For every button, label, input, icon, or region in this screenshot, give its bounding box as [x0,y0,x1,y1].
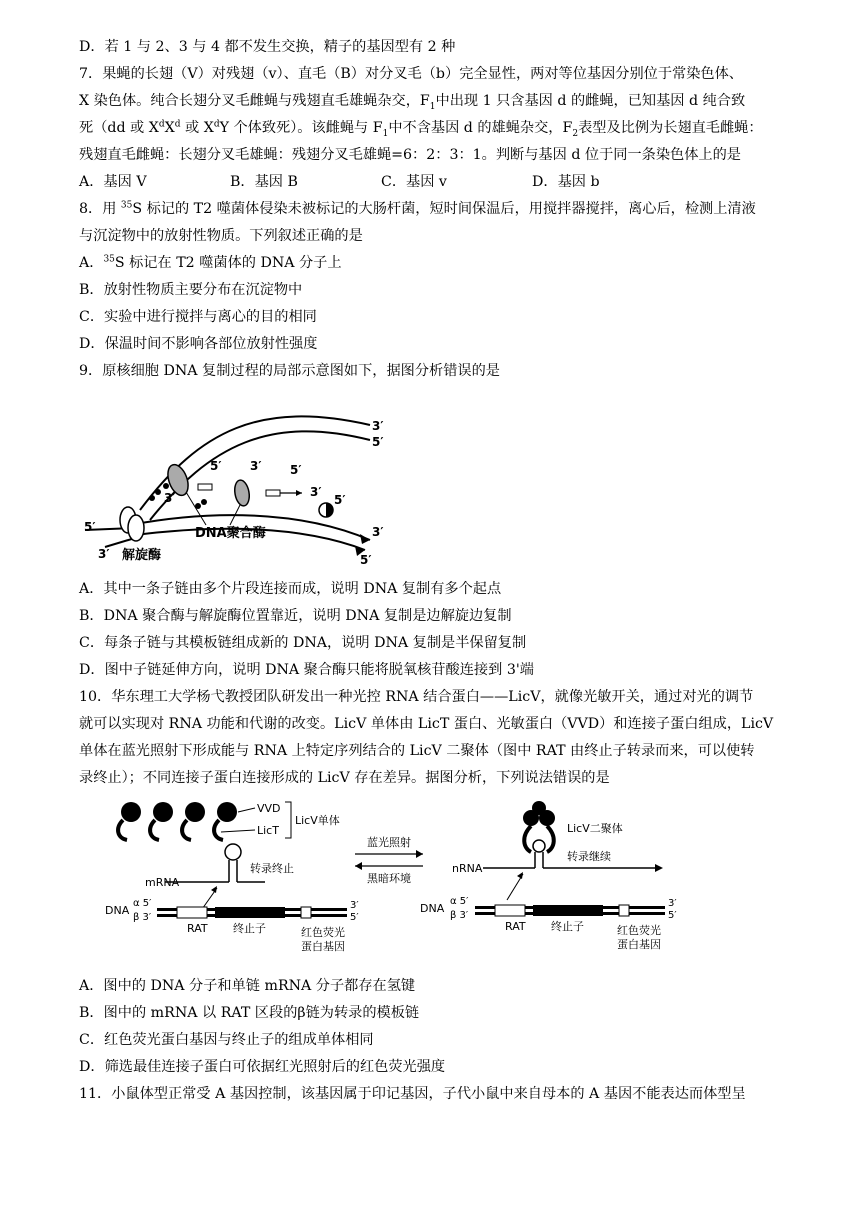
q10-option-d: D．筛选最佳连接子蛋白可依据红光照射后的红色荧光强度 [79,1059,446,1075]
label-beta-left: β 3′ [133,912,152,923]
label-3prime-inner1: 3′ [164,491,176,505]
polymerase-lower [233,479,251,507]
label-lict: LicT [257,824,279,837]
label-terminator-right: 终止子 [551,920,584,933]
label-5prime-top: 5′ [372,435,384,449]
q10-stem-line3: 单体在蓝光照射下形成能与 RNA 上特定序列结合的 LicV 二聚体（图中 RAT 由终止子转录而来，可以使转 [79,743,755,759]
helicase-shape-2 [128,515,144,541]
q8-stem-line2: 与沉淀物中的放射性物质。下列叙述正确的是 [79,228,363,244]
label-rat-left: RAT [187,922,208,935]
label-dna-left: DNA [105,904,130,917]
label-gene-right-1: 红色荧光 [617,924,661,937]
label-alpha-left: α 5′ [133,898,152,909]
q9-option-d: D．图中子链延伸方向，说明 DNA 聚合酶只能将脱氧核苷酸连接到 3'端 [79,662,534,678]
label-licv-monomer: LicV单体 [295,814,340,827]
q10-option-b: B．图中的 mRNA 以 RAT 区段的β链为转录的模板链 [79,1005,420,1021]
dna-replication-figure [80,390,400,565]
label-3prime-left: 3′ [98,547,110,561]
q7-option-c: C．基因 v [381,174,447,190]
q7-stem-line1: 7．果蝇的长翅（V）对残翅（v）、直毛（B）对分叉毛（b）完全显性，两对等位基因分别位于常染色体、 [79,66,743,82]
label-mrna-left: mRNA [145,876,180,889]
label-3prime-top: 3′ [372,419,384,433]
q7-option-b: B．基因 B [230,174,298,190]
q6-option-d: D．若 1 与 2、3 与 4 都不发生交换，精子的基因型有 2 种 [79,39,456,55]
label-terminator-left: 终止子 [233,922,266,935]
label-3prime-right-dna: 3′ [668,898,677,909]
label-alpha-right: α 5′ [450,896,469,907]
q9-option-c: C．每条子链与其模板链组成新的 DNA，说明 DNA 复制是半保留复制 [79,635,527,651]
label-gene-right-2: 蛋白基因 [617,938,661,951]
q10-stem-line2: 就可以实现对 RNA 功能和代谢的改变。LicV 单体由 LicT 蛋白、光敏蛋白（VVD）和连接子蛋白组成，LicV [79,716,774,732]
label-beta-right: β 3′ [450,910,469,921]
label-3prime-inner3: 3′ [310,485,322,499]
q7-option-d: D．基因 b [532,174,600,190]
q10-option-c: C．红色荧光蛋白基因与终止子的组成单体相同 [79,1032,374,1048]
label-5prime-right-dna: 5′ [668,910,677,921]
label-transcription-stop: 转录终止 [250,862,294,875]
label-rat-right: RAT [505,920,526,933]
q7-stem-line3: 死（dd 或 $X^dX^d$ 或 $X^dY$ 个体致死）。该雌蝇与 $F_1$中不含基因 d 的雄蝇杂交，$F_2$表型及比例为长翅直毛雌蝇： [79,119,763,139]
label-3prime-bottom: 3′ [372,525,384,539]
label-3prime-inner2: 3′ [250,459,262,473]
q9-stem: 9．原核细胞 DNA 复制过程的局部示意图如下，据图分析错误的是 [79,363,500,379]
licv-figure [105,798,685,958]
label-dark: 黑暗环境 [367,872,411,885]
q7-option-a: A．基因 V [79,174,147,190]
licv-monomers [118,802,237,840]
q7-stem-line2: X 染色体。纯合长翅分叉毛雌蝇与残翅直毛雄蝇杂交，$F_1$中出现 1 只含基因 d 的雌蝇，已知基因 d 纯合致 [79,93,746,112]
label-5prime-inner2: 5′ [290,463,302,477]
label-dna-polymerase: DNA聚合酶 [195,526,266,541]
q8-option-a: A．$^{35}$S 标记在 T2 噬菌体的 DNA 分子上 [79,254,342,271]
q11-stem-line1: 11．小鼠体型正常受 A 基因控制，该基因属于印记基因，子代小鼠中来自母本的 A 基因不能表达而体型呈 [79,1086,746,1102]
q8-stem-line1: 8．用 $^{35}$S 标记的 T2 噬菌体侵染未被标记的大肠杆菌，短时间保温后，用搅拌器搅拌，离心后，检测上清液 [79,200,756,217]
label-dna-right: DNA [420,902,445,915]
q8-option-c: C．实验中进行搅拌与离心的目的相同 [79,309,317,325]
q8-option-b: B．放射性物质主要分布在沉淀物中 [79,282,303,298]
label-blue-light: 蓝光照射 [367,836,411,849]
label-5prime-left: 5′ [84,520,96,534]
label-gene-left-1: 红色荧光 [301,926,345,939]
label-5prime-inner1: 5′ [210,459,222,473]
q7-stem-line4: 残翅直毛雌蝇：长翅分叉毛雄蝇：残翅分叉毛雄蝇=6：2：3：1。判断与基因 d 位于同一条染色体上的是 [79,147,741,163]
label-gene-left-2: 蛋白基因 [301,940,345,953]
label-helicase: 解旋酶 [122,548,162,563]
label-transcription-continue: 转录继续 [567,850,611,863]
label-5prime-bottom: 5′ [360,553,372,565]
label-5prime-inner3: 5′ [334,493,346,507]
q10-stem-line1: 10．华东理工大学杨弋教授团队研发出一种光控 RNA 结合蛋白——LicV，就像光敏开关，通过对光的调节 [79,689,754,705]
label-5prime-left-dna: 5′ [350,912,359,923]
label-vvd: VVD [257,802,281,815]
label-licv-dimer: LicV二聚体 [567,822,623,835]
label-3prime-left-dna: 3′ [350,900,359,911]
q8-option-d: D．保温时间不影响各部位放射性强度 [79,336,318,352]
q10-stem-line4: 录终止）；不同连接子蛋白连接形成的 LicV 存在差异。据图分析，下列说法错误的是 [79,770,610,786]
q10-option-a: A．图中的 DNA 分子和单链 mRNA 分子都存在氢键 [79,978,416,994]
q9-option-a: A．其中一条子链由多个片段连接而成，说明 DNA 复制有多个起点 [79,581,502,597]
label-mrna-right: nRNA [452,862,483,875]
q9-option-b: B．DNA 聚合酶与解旋酶位置靠近，说明 DNA 复制是边解旋边复制 [79,608,512,624]
